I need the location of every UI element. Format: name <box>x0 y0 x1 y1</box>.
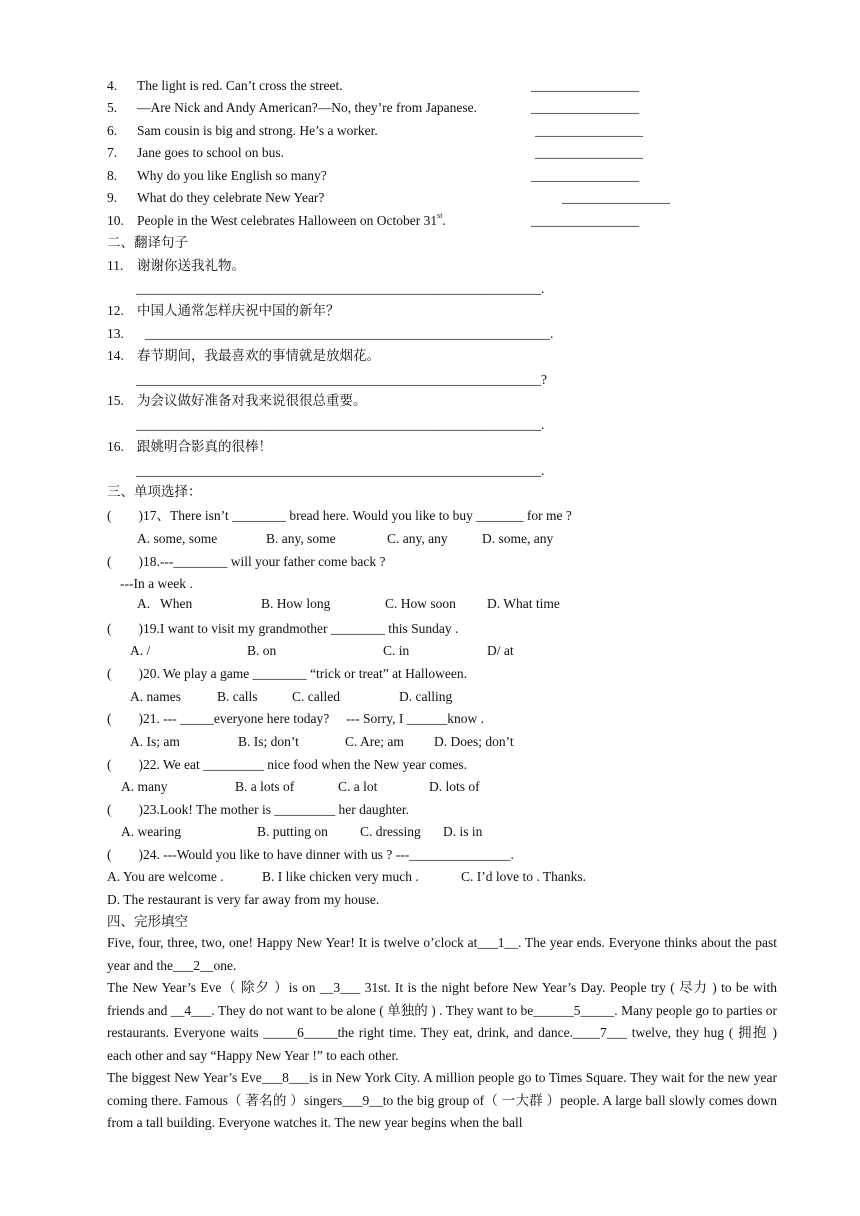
question-stem-reply: ---In a week . <box>120 576 193 591</box>
cloze-paragraph-2: The New Year’s Eve（ 除夕 ）is on __3___ 31st. It is the night before New Year’s Day. People try ( 尽力 ) to be with friends and __4___. They do not want to be alone ( 单独的 ) . They want to be______5_____. Many people go to parties or restaurants. Everyone waits _____6_____the right time. They eat, drink, and dance.____7___ twelve, they hug ( 拥抱 ) each other and say “Happy New Year !” to each other. <box>107 980 778 1063</box>
cloze-blank-7[interactable]: ____7___ <box>572 1025 627 1040</box>
option-d[interactable]: D. The restaurant is very far away from my house. <box>107 892 380 907</box>
option-b[interactable]: B. a lots of <box>235 779 295 794</box>
option-c[interactable]: C. any, any <box>387 531 448 546</box>
option-a[interactable]: A. wearing <box>121 824 181 839</box>
item-number: 14. <box>107 348 124 363</box>
item-text: Sam cousin is big and strong. He’s a worker. <box>137 123 378 138</box>
option-c[interactable]: C. Are; am <box>345 734 404 749</box>
item-text: 中国人通常怎样庆祝中国的新年？ <box>137 303 340 318</box>
option-c[interactable]: C. dressing <box>360 824 421 839</box>
section-heading: 三、单项选择： <box>107 484 202 499</box>
option-a[interactable]: A. many <box>121 779 168 794</box>
option-b[interactable]: B. any, some <box>266 531 336 546</box>
option-a[interactable]: A. some, some <box>137 531 218 546</box>
answer-line[interactable]: ____________________________________________________________. <box>145 326 554 341</box>
item-number: 8. <box>107 168 118 183</box>
option-a[interactable]: A. You are welcome . <box>107 869 224 884</box>
section-heading: 四、完形填空 <box>107 914 188 929</box>
item-number: 12. <box>107 303 124 318</box>
question-stem: ( )20. We play a game ________ “trick or treat” at Halloween. <box>107 666 468 681</box>
question-stem: ( )17、There isn’t ________ bread here. Would you like to buy _______ for me ? <box>107 508 572 523</box>
item-number: 5. <box>107 100 118 115</box>
answer-line[interactable]: ____________________________________________________________. <box>136 463 545 478</box>
option-c[interactable]: C. I’d love to . Thanks. <box>461 869 586 884</box>
option-d[interactable]: D. Does; don’t <box>434 734 514 749</box>
answer-blank[interactable]: ________________ <box>535 123 643 138</box>
answer-blank[interactable]: ________________ <box>535 145 643 160</box>
cloze-blank-8[interactable]: ___8___ <box>261 1070 310 1085</box>
option-a[interactable]: A. Is; am <box>130 734 180 749</box>
option-b[interactable]: B. putting on <box>257 824 328 839</box>
item-text: Why do you like English so many? <box>137 168 327 183</box>
item-number: 7. <box>107 145 118 160</box>
item-text: People in the West celebrates Halloween on October 31st. <box>137 211 446 228</box>
item-number: 6. <box>107 123 118 138</box>
answer-blank[interactable]: ________________ <box>531 168 639 183</box>
cloze-paragraph-3: The biggest New Year’s Eve___8___is in New York City. A million people go to Times Square. They wait for the new year coming there. Famous（ 著名的 ）singers___9__to the big group of（ 一大群 ）people. A large ball slowly comes down from a tall building. Everyone watches it. The new year begins when the ball <box>107 1070 777 1130</box>
option-d[interactable]: D. lots of <box>429 779 480 794</box>
option-c[interactable]: C. called <box>292 689 340 704</box>
answer-line[interactable]: ____________________________________________________________. <box>136 417 545 432</box>
item-number: 10. <box>107 213 124 228</box>
option-a[interactable]: A. names <box>130 689 181 704</box>
option-c[interactable]: C. How soon <box>385 596 456 611</box>
cloze-paragraph-1: Five, four, three, two, one! Happy New Year! It is twelve o’clock at___1__. The year ends. Everyone thinks about the past year and the___2__one. <box>107 935 778 973</box>
item-number: 13. <box>107 326 124 341</box>
item-number: 15. <box>107 393 124 408</box>
item-text: Jane goes to school on bus. <box>137 145 284 160</box>
question-stem: ( )21. --- _____everyone here today? --- Sorry, I ______know . <box>107 711 485 726</box>
question-stem: ( )18.---________ will your father come back ? <box>107 554 386 569</box>
item-number: 16. <box>107 439 124 454</box>
answer-blank[interactable]: ________________ <box>531 213 639 228</box>
option-d[interactable]: D. calling <box>399 689 453 704</box>
option-b[interactable]: B. on <box>247 643 277 658</box>
answer-blank[interactable]: ________________ <box>562 190 670 205</box>
cloze-blank-9[interactable]: ___9__ <box>342 1092 383 1108</box>
cloze-blank-5[interactable]: ______5_____ <box>533 1002 615 1018</box>
answer-blank[interactable]: ________________ <box>531 78 639 93</box>
question-stem: ( )24. ---Would you like to have dinner with us ? ---_______________. <box>107 847 514 862</box>
superscript: st <box>437 211 443 220</box>
option-b[interactable]: B. How long <box>261 596 331 611</box>
item-text: What do they celebrate New Year? <box>137 190 325 205</box>
option-b[interactable]: B. calls <box>217 689 258 704</box>
cloze-blank-3[interactable]: __3___ <box>319 980 361 995</box>
option-b[interactable]: B. Is; don’t <box>238 734 299 749</box>
cloze-blank-2[interactable]: ___2__ <box>172 957 214 973</box>
option-c[interactable]: C. a lot <box>338 779 378 794</box>
section-heading: 二、翻译句子 <box>107 235 188 250</box>
option-b[interactable]: B. I like chicken very much . <box>262 869 419 884</box>
item-text: 为会议做好准备对我来说很很总重要。 <box>137 393 367 408</box>
option-a[interactable]: A. When <box>137 596 193 611</box>
cloze-blank-4[interactable]: __4___ <box>170 1002 212 1018</box>
question-stem: ( )22. We eat _________ nice food when the New year comes. <box>107 757 468 772</box>
option-a[interactable]: A. / <box>130 643 151 658</box>
cloze-blank-1[interactable]: ___1__ <box>477 935 518 950</box>
item-text: 春节期间，我最喜欢的事情就是放烟花。 <box>137 348 380 363</box>
item-text: 跟姚明合影真的很棒！ <box>137 439 272 454</box>
answer-line[interactable]: ____________________________________________________________. <box>136 281 545 296</box>
cloze-blank-6[interactable]: _____6_____ <box>263 1025 338 1040</box>
item-number: 4. <box>107 78 118 93</box>
option-d[interactable]: D. What time <box>487 596 560 611</box>
answer-blank[interactable]: ________________ <box>531 100 639 115</box>
option-d[interactable]: D/ at <box>487 643 514 658</box>
question-stem: ( )23.Look! The mother is _________ her daughter. <box>107 802 409 817</box>
option-c[interactable]: C. in <box>383 643 410 658</box>
item-text: 谢谢你送我礼物。 <box>137 258 245 273</box>
item-number: 11. <box>107 258 124 273</box>
item-text: The light is red. Can’t cross the street. <box>137 78 343 93</box>
option-d[interactable]: D. is in <box>443 824 483 839</box>
answer-line[interactable]: ____________________________________________________________? <box>136 372 547 387</box>
question-stem: ( )19.I want to visit my grandmother ________ this Sunday . <box>107 621 459 636</box>
option-d[interactable]: D. some, any <box>482 531 554 546</box>
item-text: —Are Nick and Andy American?—No, they’re from Japanese. <box>137 100 478 115</box>
item-number: 9. <box>107 190 118 205</box>
